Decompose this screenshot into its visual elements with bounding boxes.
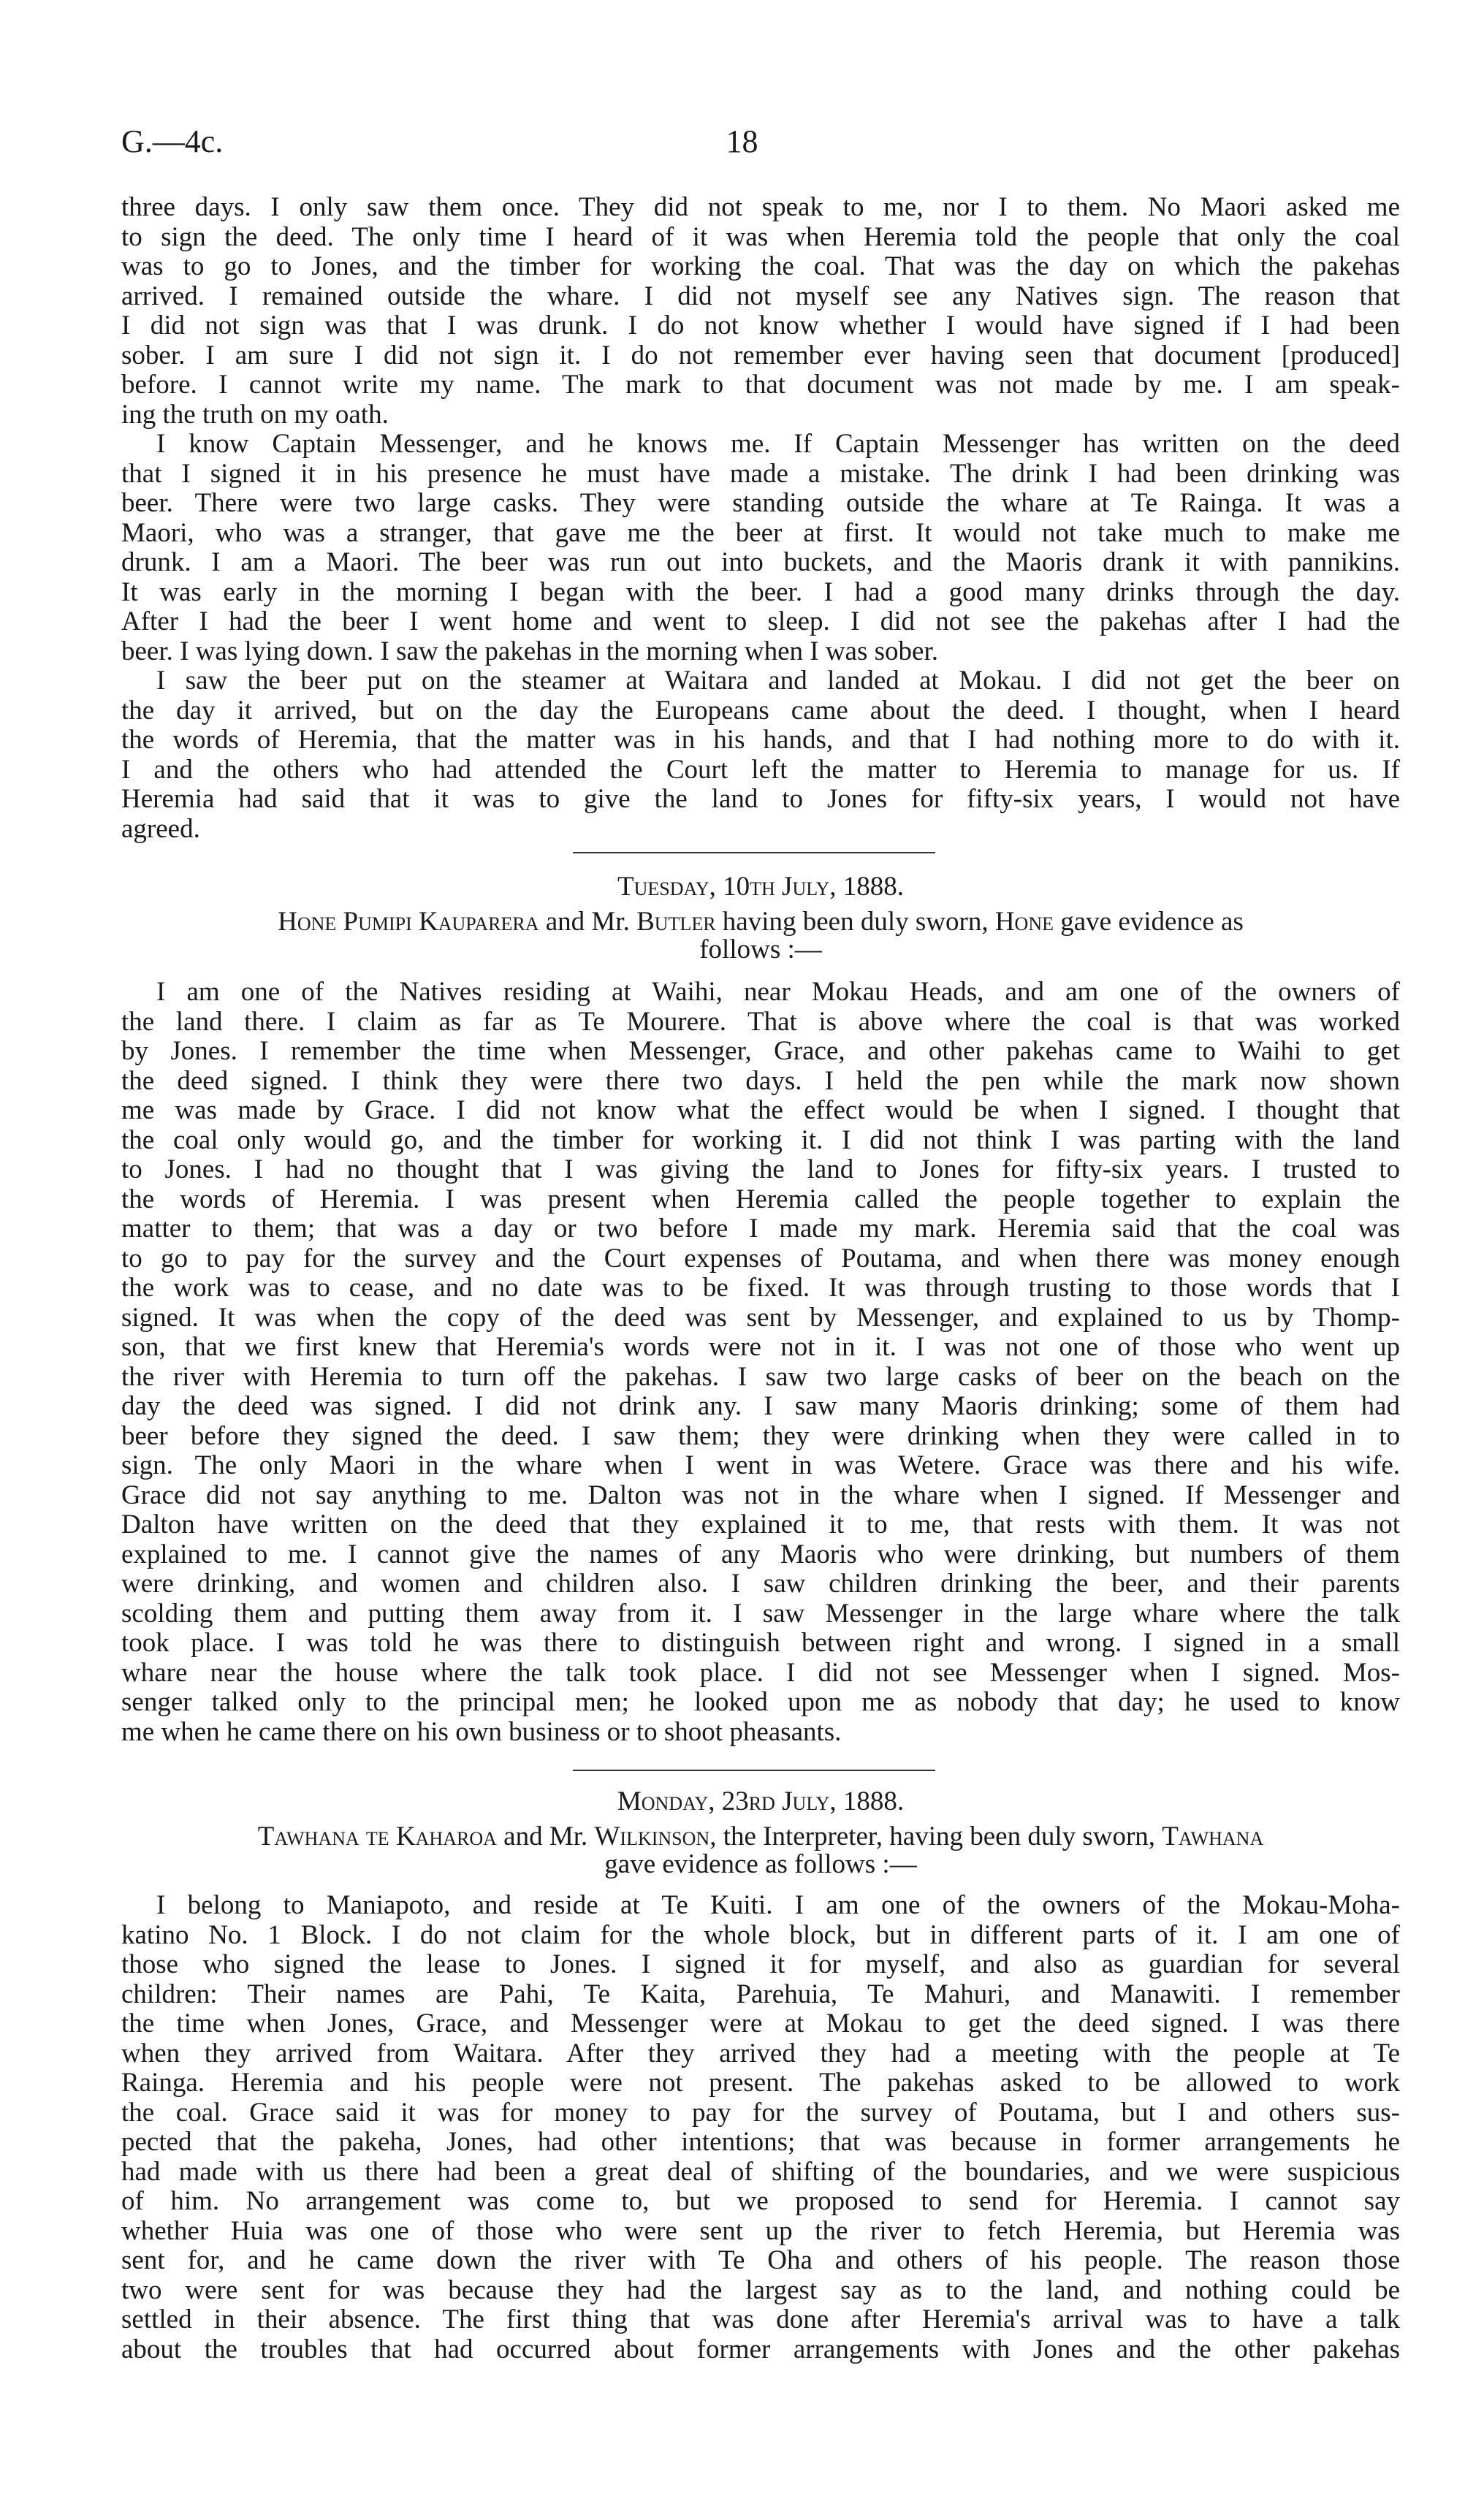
intro-continuation: follows :— [699, 934, 822, 964]
text-line: sent for, and he came down the river with Te Oha and others of his people. The reason those [121, 2245, 1400, 2275]
text-line: signed. It was when the copy of the deed was sent by Messenger, and explained to us by Thomp- [121, 1302, 1400, 1333]
text-line: It was early in the morning I began with the beer. I had a good many drinks through the day. [121, 576, 1400, 607]
text-line: settled in their absence. The first thing that was done after Heremia's arrival was to have a talk [121, 2304, 1400, 2334]
text-line: sober. I am sure I did not sign it. I do not remember ever having seen that document [produced] [121, 340, 1400, 370]
text-line: Maori, who was a stranger, that gave me the beer at first. It would not take much to make me [121, 517, 1400, 548]
paragraph [121, 978, 1400, 1747]
intro-continuation: gave evidence as follows :— [604, 1849, 917, 1879]
witness-short-name: Tawhana [1162, 1822, 1264, 1851]
text-line: the land there. I claim as far as Te Mourere. That is above where the coal is that was worked [121, 1006, 1400, 1037]
text-line: Heremia had said that it was to give the land to Jones for fifty-six years, I would not have [121, 784, 1400, 814]
interpreter-name: Wilkinson [594, 1822, 710, 1851]
text-line: Grace did not say anything to me. Dalton was not in the whare when I signed. If Messenger and [121, 1480, 1400, 1510]
text-line: me when he came there on his own business or to shoot pheasants. [121, 1716, 842, 1747]
text-line: three days. I only saw them once. They did not speak to me, nor I to them. No Maori asked me [121, 192, 1400, 222]
text-line: matter to them; that was a day or two before I made my mark. Heremia said that the coal was [121, 1214, 1400, 1244]
text-line: ing the truth on my oath. [121, 399, 389, 430]
text-line: beer. There were two large casks. They were standing outside the whare at Te Rainga. It was a [121, 488, 1400, 518]
text-line: senger talked only to the principal men; he looked upon me as nobody that day; he used to know [121, 1687, 1400, 1717]
text-line: of him. No arrangement was come to, but we proposed to send for Heremia. I cannot say [121, 2186, 1400, 2216]
text-line: I know Captain Messenger, and he knows me. If Captain Messenger has written on the deed [156, 429, 1400, 459]
text-line: when they arrived from Waitara. After they arrived they had a meeting with the people at Te [121, 2038, 1400, 2068]
text-line: about the troubles that had occurred about former arrangements with Jones and the other pakehas [121, 2334, 1400, 2364]
text-line: I am one of the Natives residing at Waihi, near Mokau Heads, and am one of the owners of [156, 977, 1400, 1007]
paragraph [121, 666, 1400, 844]
text-line: arrived. I remained outside the whare. I did not myself see any Natives sign. The reason that [121, 281, 1400, 311]
document-reference: G.—4c. [121, 123, 224, 159]
text-line: were drinking, and women and children also. I saw children drinking the beer, and their parents [121, 1569, 1400, 1599]
text-line: by Jones. I remember the time when Messenger, Grace, and other pakehas came to Waihi to get [121, 1036, 1400, 1066]
text-line: was to go to Jones, and the timber for working the coal. That was the day on which the pakehas [121, 251, 1400, 281]
section-hone-evidence [121, 978, 1400, 1747]
text-line: Dalton have written on the deed that they explained it to me, that rests with them. It was not [121, 1510, 1400, 1539]
intro-text: , the Interpreter, having been duly sworn, [709, 1822, 1163, 1851]
text-line: me was made by Grace. I did not know what the effect would be when I signed. I thought that [121, 1095, 1400, 1125]
text-line: the time when Jones, Grace, and Messenger were at Mokau to get the deed signed. I was there [121, 2009, 1400, 2039]
text-line: had made with us there had been a great deal of shifting of the boundaries, and we were suspicious [121, 2156, 1400, 2187]
text-line: son, that we first knew that Heremia's words were not in it. I was not one of those who went up [121, 1332, 1400, 1362]
text-line: two were sent for was because they had the largest say as to the land, and nothing could be [121, 2275, 1400, 2305]
witness-name: Hone Pumipi Kauparera [278, 907, 539, 937]
section-hone-evidence-heading [121, 871, 1400, 966]
paragraph [121, 193, 1400, 430]
section-divider [573, 852, 935, 853]
text-line: explained to me. I cannot give the names of any Maoris who were drinking, but numbers of them [121, 1539, 1400, 1569]
text-line: to go to pay for the survey and the Court expenses of Poutama, and when there was money enough [121, 1243, 1400, 1274]
text-line: beer before they signed the deed. I saw them; they were drinking when they were called in to [121, 1420, 1400, 1451]
text-line: to sign the deed. The only time I heard of it was when Heremia told the people that only the coal [121, 221, 1400, 252]
intro-text: and Mr. [496, 1822, 595, 1851]
text-line: Rainga. Heremia and his people were not present. The pakehas asked to be allowed to work [121, 2068, 1400, 2098]
text-line: I belong to Maniapoto, and reside at Te Kuiti. I am one of the owners of the Mokau-Moha- [156, 1890, 1400, 1920]
text-line: beer. I was lying down. I saw the pakehas in the morning when I was sober. [121, 636, 938, 666]
text-line: pected that the pakeha, Jones, had other intentions; that was because in former arrangements he [121, 2127, 1400, 2157]
text-line: I did not sign was that I was drunk. I do not know whether I would have signed if I had been [121, 311, 1400, 340]
text-line: scolding them and putting them away from it. I saw Messenger in the large whare where the talk [121, 1598, 1400, 1629]
text-line: the work was to cease, and no date was to be fixed. It was through trusting to those words that I [121, 1273, 1400, 1303]
witness-short-name: Hone [994, 907, 1054, 937]
section-divider [573, 1770, 935, 1771]
intro-text: gave evidence as [1053, 907, 1244, 937]
section-date: Monday, 23rd July, 1888. [617, 1786, 905, 1816]
text-line: the words of Heremia. I was present when Heremia called the people together to explain the [121, 1184, 1400, 1214]
text-line: katino No. 1 Block. I do not claim for the whole block, but in different parts of it. I am one of [121, 1919, 1400, 1950]
text-line: I saw the beer put on the steamer at Waitara and landed at Mokau. I did not get the beer on [156, 666, 1400, 696]
text-line: that I signed it in his presence he must have made a mistake. The drink I had been drinking was [121, 458, 1400, 489]
text-line: the coal only would go, and the timber for working it. I did not think I was parting with the land [121, 1124, 1400, 1155]
text-line: the words of Heremia, that the matter was in his hands, and that I had nothing more to do with it. [121, 725, 1400, 755]
text-line: After I had the beer I went home and went to sleep. I did not see the pakehas after I had the [121, 606, 1400, 636]
interpreter-name: Butler [636, 907, 716, 937]
section-tawhana-evidence-heading [121, 1786, 1400, 1881]
text-line: whether Huia was one of those who were sent up the river to fetch Heremia, but Heremia was [121, 2215, 1400, 2246]
text-line: the coal. Grace said it was for money to pay for the survey of Poutama, but I and others sus- [121, 2097, 1400, 2128]
text-line: took place. I was told he was there to distinguish between right and wrong. I signed in a small [121, 1628, 1400, 1658]
text-line: I and the others who had attended the Court left the matter to Heremia to manage for us. If [121, 754, 1400, 785]
paragraph [121, 430, 1400, 666]
text-line: to Jones. I had no thought that I was giving the land to Jones for fifty-six years. I trusted to [121, 1154, 1400, 1184]
text-line: day the deed was signed. I did not drink any. I saw many Maoris drinking; some of them had [121, 1391, 1400, 1421]
intro-text: and Mr. [539, 907, 637, 937]
witness-name: Tawhana te Kaharoa [257, 1822, 497, 1851]
text-line: drunk. I am a Maori. The beer was run out into buckets, and the Maoris drank it with pannikins. [121, 547, 1400, 577]
intro-text: having been duly sworn, [715, 907, 995, 937]
section-evidence-continued [121, 193, 1400, 844]
page-number: 18 [726, 123, 758, 159]
text-line: those who signed the lease to Jones. I signed it for myself, and also as guardian for several [121, 1949, 1400, 1979]
text-line: the river with Heremia to turn off the pakehas. I saw two large casks of beer on the beach on the [121, 1361, 1400, 1392]
text-line: agreed. [121, 813, 200, 844]
paragraph [121, 1891, 1400, 2364]
section-date: Tuesday, 10th July, 1888. [617, 872, 905, 902]
section-tawhana-evidence [121, 1891, 1400, 2364]
text-line: children: Their names are Pahi, Te Kaita, Parehuia, Te Mahuri, and Manawiti. I remember [121, 1979, 1400, 2009]
text-line: sign. The only Maori in the whare when I went in was Wetere. Grace was there and his wife. [121, 1450, 1400, 1480]
text-line: before. I cannot write my name. The mark to that document was not made by me. I am speak- [121, 370, 1400, 400]
text-line: the day it arrived, but on the day the Europeans came about the deed. I thought, when I heard [121, 695, 1400, 726]
text-line: the deed signed. I think they were there two days. I held the pen while the mark now shown [121, 1065, 1400, 1096]
text-line: whare near the house where the talk took place. I did not see Messenger when I signed. Mos- [121, 1657, 1400, 1688]
